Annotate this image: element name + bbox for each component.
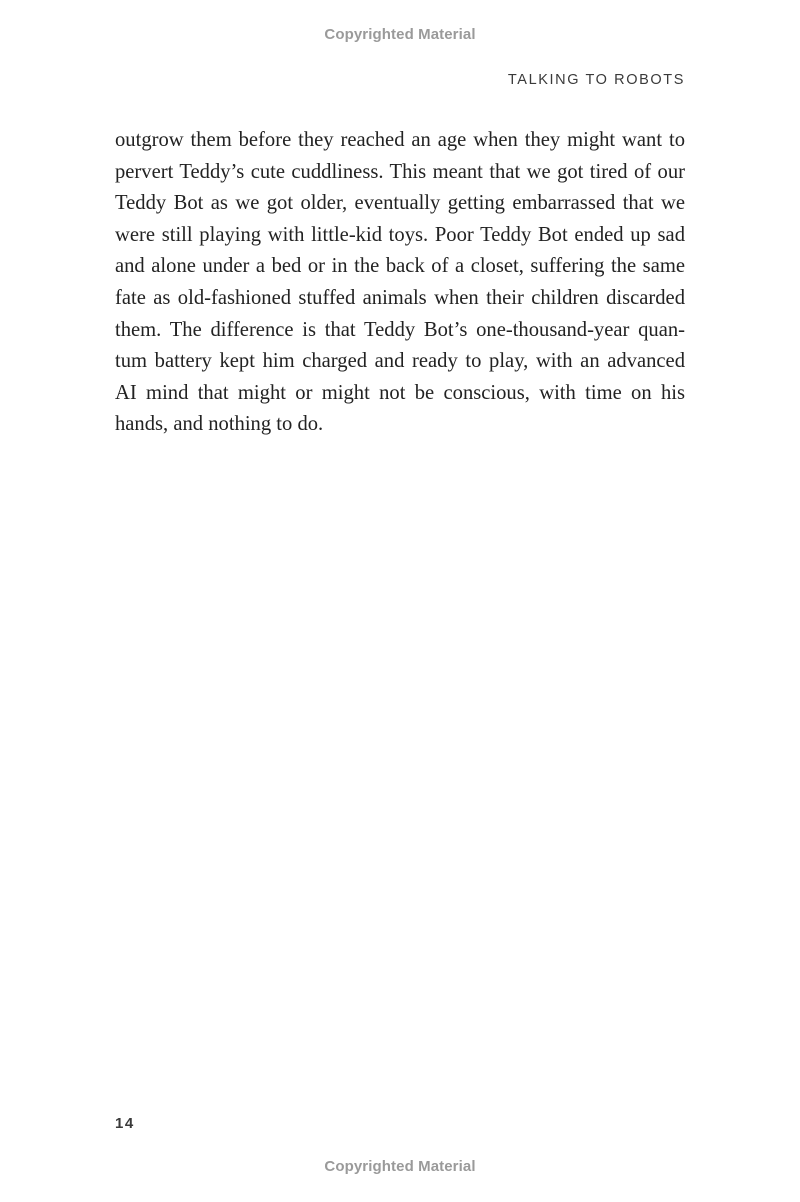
body-paragraph [115,125,685,441]
text-line: pervert Teddy’s cute cuddliness. This meant that we got tired of our [115,160,685,183]
page-number: 14 [115,1115,135,1132]
text-line: them. The difference is that Teddy Bot’s one-thousand-year quan- [115,318,685,341]
text-line: were still playing with little-kid toys. Poor Teddy Bot ended up sad [115,223,685,246]
text-line: tum battery kept him charged and ready to play, with an advanced [115,350,685,373]
text-line: hands, and nothing to do. [115,413,324,436]
text-line: AI mind that might or might not be conscious, with time on his [115,381,685,404]
running-head: TALKING TO ROBOTS [507,72,685,88]
text-line: outgrow them before they reached an age when they might want to [115,129,685,151]
text-line: fate as old-fashioned stuffed animals when their children discarded [115,286,685,309]
watermark-bottom: Copyrighted Material [324,1158,476,1175]
text-line: Teddy Bot as we got older, eventually getting embarrassed that we [115,192,685,215]
watermark-top: Copyrighted Material [324,26,476,43]
text-line: and alone under a bed or in the back of a closet, suffering the same [115,255,685,278]
